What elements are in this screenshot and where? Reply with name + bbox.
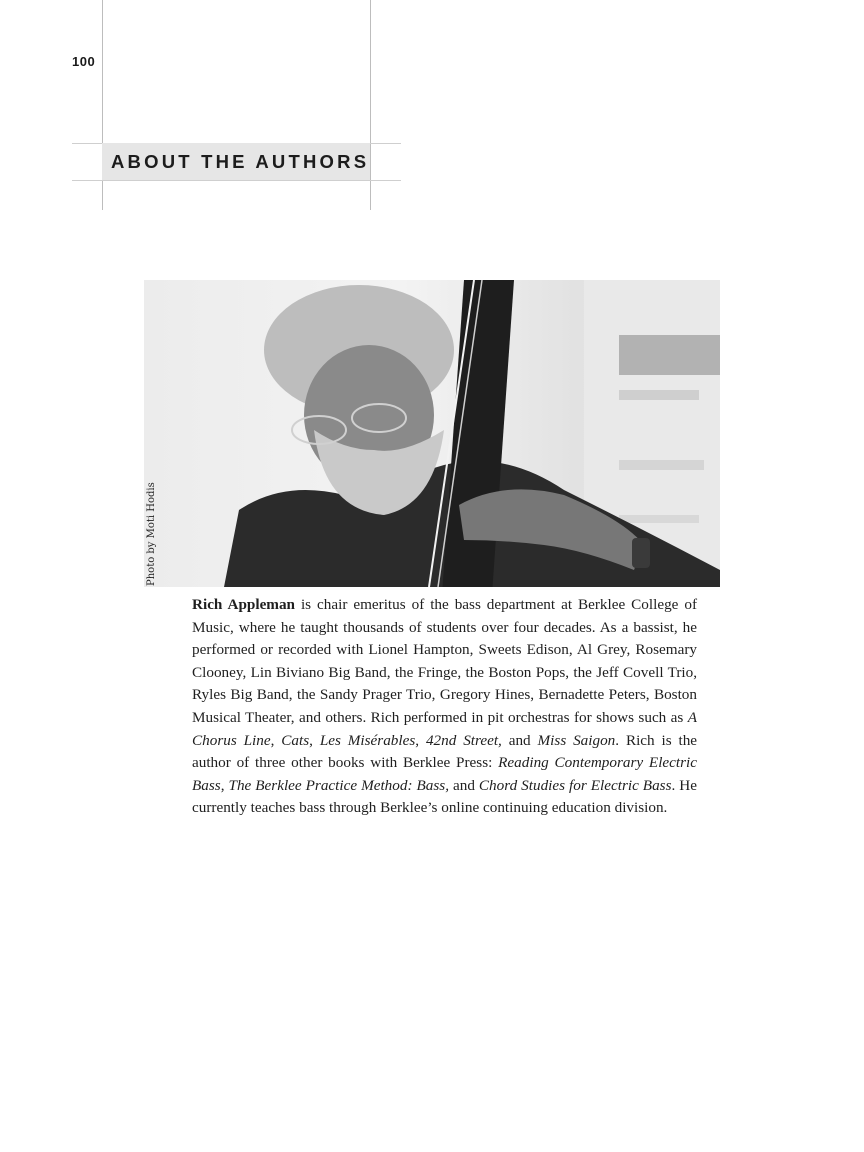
show-title: Les Misérables xyxy=(319,731,416,749)
bass-player-illustration xyxy=(144,280,720,587)
show-title: Cats xyxy=(281,731,310,749)
author-name: Rich Appleman xyxy=(192,596,296,613)
section-title: ABOUT THE AUTHORS xyxy=(111,151,370,172)
page-number: 100 xyxy=(72,54,96,69)
show-title: A Chorus Line xyxy=(192,708,697,749)
book-title: Reading Contemporary Electric Bass xyxy=(192,754,697,794)
author-photo xyxy=(144,280,720,587)
bio-text-0: is chair emeritus of the bass department at Berklee College of Music, where he taught thousands of students over four decades. As a bassist, he performed or recorded with Lionel Hampton, Sweets Edison, Al Grey, Rosemary Clooney, Lin Biviano Big Band, the Fringe, the Boston Pops, the Jeff Covell Trio, Ryles Big Band, the Sandy Prager Trio, Gregory Hines, Bernadette Peters, Boston Musical Theater, and others. Rich performed in pit orchestras for shows such as xyxy=(192,596,697,726)
bio-text-10: . Rich is the author of three other books with Berklee Press: xyxy=(192,731,698,772)
book-title: Chord Studies for Electric Bass xyxy=(478,776,672,794)
book-title: The Berklee Practice Method: Bass, xyxy=(228,776,449,794)
bio-text-6: , xyxy=(415,731,426,749)
bio-text-14: and xyxy=(449,776,479,794)
show-title: Miss Saigon xyxy=(537,731,616,749)
bio-text-4: , xyxy=(309,731,320,749)
bio-text-16: . He currently teaches bass through Berklee’s online continuing education division. xyxy=(192,776,697,817)
show-title: 42nd Street, xyxy=(425,731,502,749)
photo-credit: Photo by Moti Hodis xyxy=(146,482,157,586)
layout-rule-right xyxy=(370,0,371,210)
layout-rule-bottom xyxy=(72,180,401,181)
bio-text-8: and xyxy=(501,731,538,749)
bio-text-2: , xyxy=(270,731,282,749)
bio-text-12: , xyxy=(220,776,229,794)
author-bio xyxy=(192,594,697,820)
